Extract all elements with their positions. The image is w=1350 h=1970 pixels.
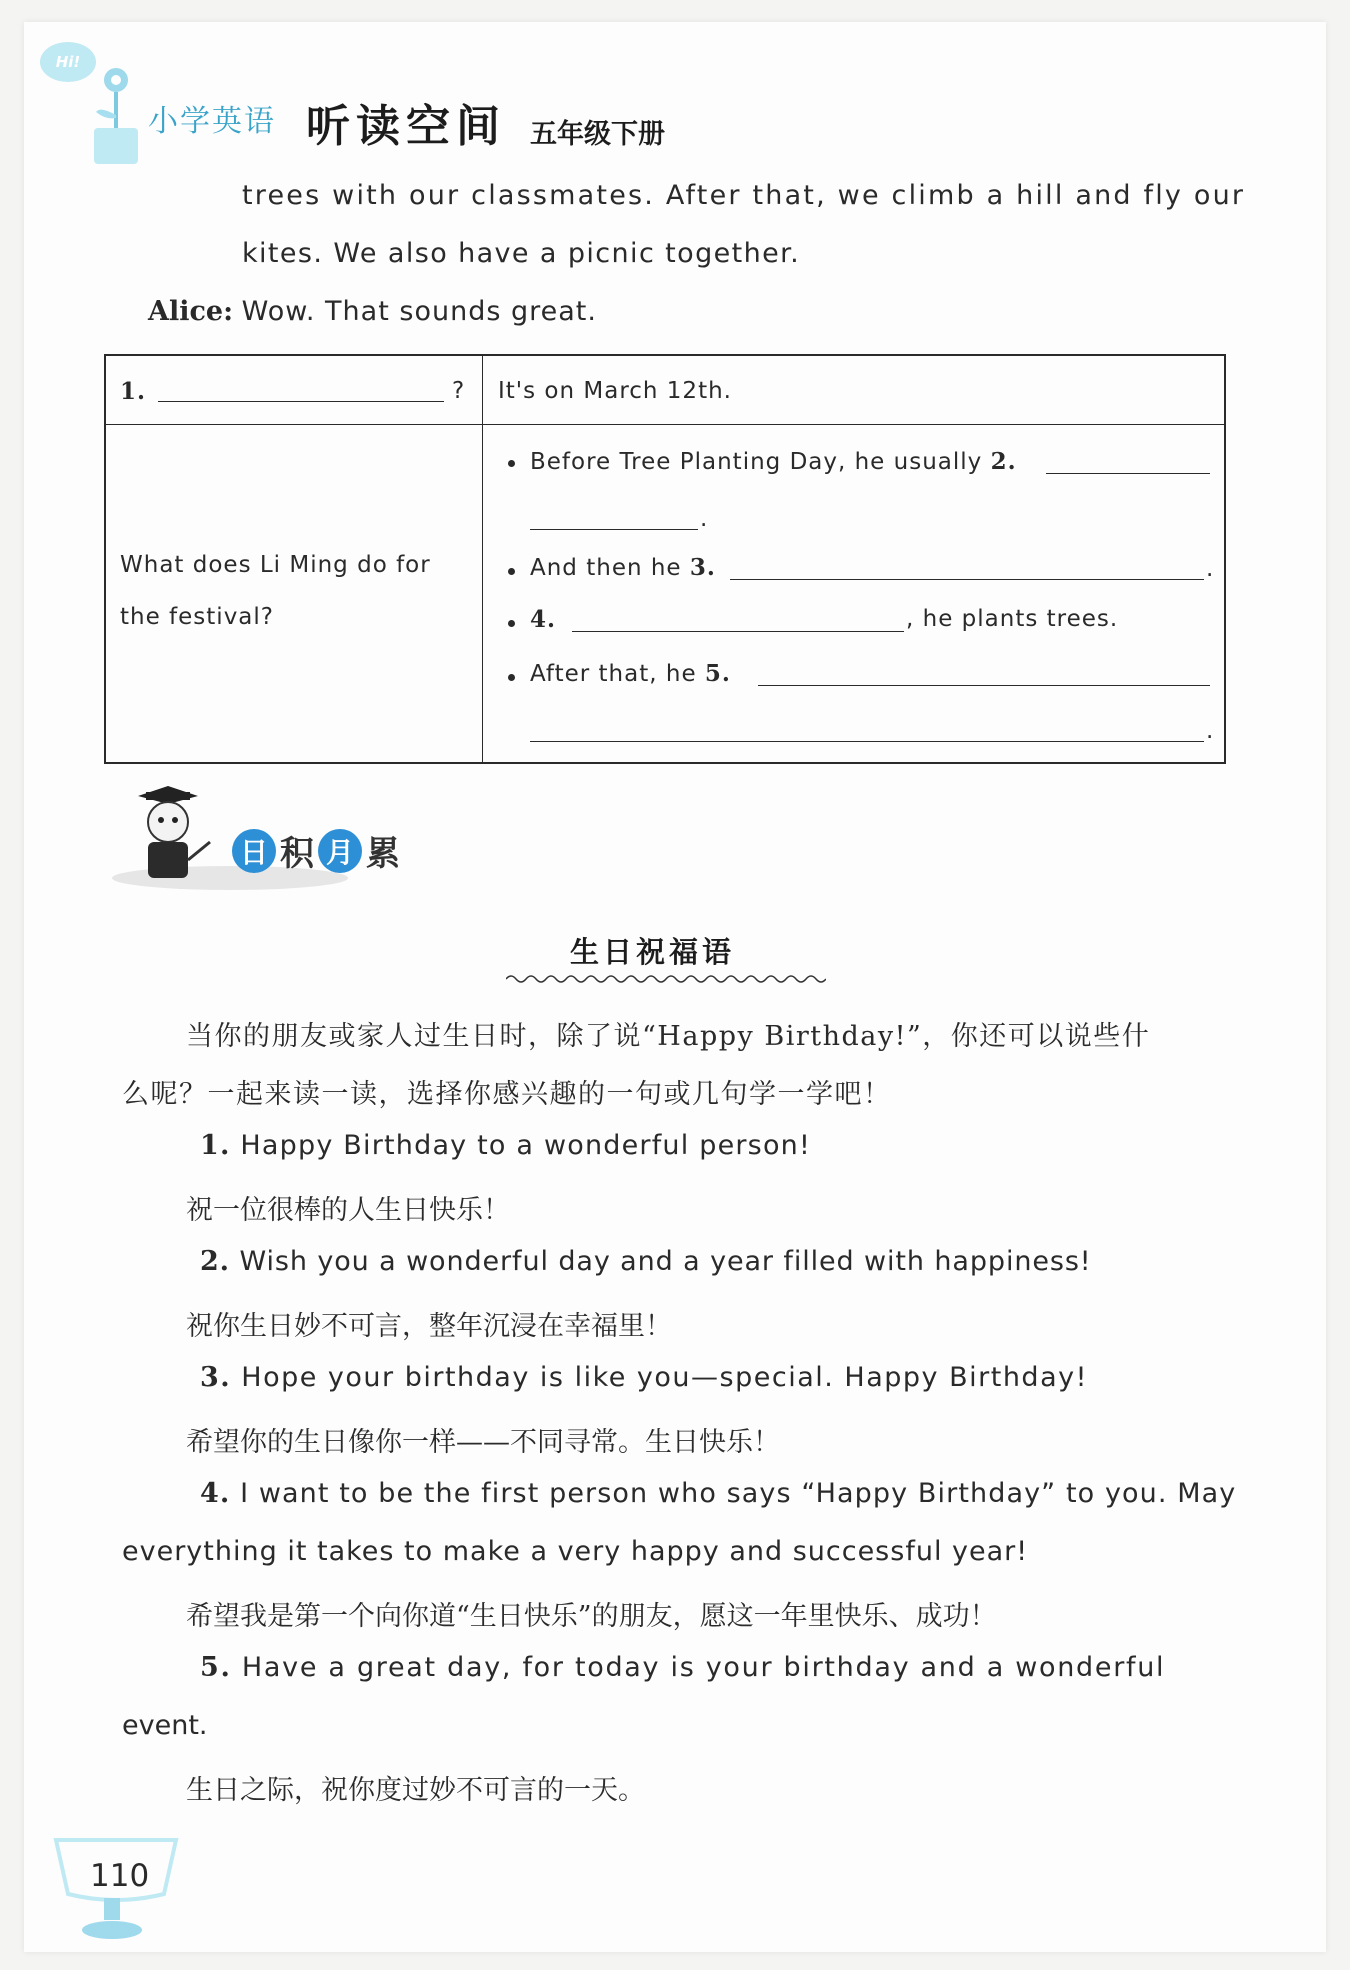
- item-2-chinese: 祝你生日妙不可言，整年沉浸在幸福里！: [186, 1311, 672, 1342]
- alice-line: [148, 296, 597, 327]
- item-2-english: 2. Wish you a wonderful day and a year filled with happiness!: [200, 1246, 1092, 1277]
- wavy-underline: [506, 972, 826, 986]
- q1-blank[interactable]: [158, 400, 444, 402]
- answer-3-period: .: [1206, 556, 1215, 582]
- table-divider-vertical: [482, 356, 483, 762]
- item-1-chinese: 祝一位很棒的人生日快乐！: [186, 1195, 510, 1226]
- answer-2-blank-a[interactable]: [1046, 472, 1210, 474]
- flower-pot-icon: [86, 60, 146, 170]
- hi-text: Hi!: [55, 53, 81, 71]
- answer-5-period: .: [1206, 718, 1215, 744]
- answer-2-blank-b[interactable]: [530, 528, 698, 530]
- q1-number: 1.: [120, 378, 147, 405]
- item-4-english-cont: everything it takes to make a very happy and successful year!: [122, 1536, 1029, 1567]
- q1-question-mark: ?: [452, 378, 466, 404]
- q2-text-line-2: the festival?: [120, 604, 274, 630]
- item-3-english: 3. Hope your birthday is like you—special. Happy Birthday!: [200, 1362, 1088, 1393]
- bullet-1: [508, 460, 515, 467]
- item-5-english: 5. Have a great day, for today is your birthday and a wonderful: [200, 1652, 1166, 1683]
- dialogue-line-1: trees with our classmates. After that, we climb a hill and fly our: [242, 180, 1246, 211]
- badge-char-1: 日: [232, 829, 276, 873]
- item-1-english: 1. Happy Birthday to a wonderful person!: [200, 1130, 812, 1161]
- bullet-3: [508, 620, 515, 627]
- bullet-4: [508, 674, 515, 681]
- q2-text-line-1: What does Li Ming do for: [120, 552, 431, 578]
- answer-5-blank-b[interactable]: [530, 740, 1204, 742]
- bullet-4-text: After that, he 5.: [530, 660, 731, 687]
- answer-3-blank[interactable]: [730, 578, 1204, 580]
- bullet-1-text: Before Tree Planting Day, he usually 2.: [530, 448, 1017, 475]
- badge-char-4: 累: [366, 834, 400, 874]
- answer-4-blank[interactable]: [572, 630, 904, 632]
- bullet-3-text: , he plants trees.: [906, 606, 1119, 632]
- page-number: 110: [90, 1858, 150, 1894]
- alice-text: Wow. That sounds great.: [241, 296, 597, 327]
- series-title: 小学英语: [148, 104, 276, 139]
- item-5-chinese: 生日之际，祝你度过妙不可言的一天。: [186, 1775, 645, 1806]
- intro-line-2: 么呢？一起来读一读，选择你感兴趣的一句或几句学一学吧！: [122, 1079, 892, 1110]
- dialogue-line-2: kites. We also have a picnic together.: [242, 238, 801, 269]
- section-title: 生日祝福语: [570, 935, 736, 969]
- item-4-chinese: 希望我是第一个向你道“生日快乐”的朋友，愿这一年里快乐、成功！: [186, 1601, 997, 1632]
- table-divider-horizontal: [106, 424, 1224, 425]
- intro-line-1: 当你的朋友或家人过生日时，除了说“Happy Birthday!”，你还可以说些什: [186, 1021, 1151, 1052]
- bullet-2: [508, 568, 515, 575]
- q1-answer: It's on March 12th.: [498, 378, 732, 404]
- answer-5-blank-a[interactable]: [758, 684, 1210, 686]
- section-badge-title: [232, 826, 400, 875]
- item-4-english: 4. I want to be the first person who says “Happy Birthday” to you. May: [200, 1478, 1237, 1509]
- answer-2-period: .: [700, 506, 709, 532]
- brand-title: 听读空间: [306, 101, 506, 152]
- item-3-chinese: 希望你的生日像你一样——不同寻常。生日快乐！: [186, 1427, 780, 1458]
- bullet-2-text: And then he 3.: [530, 554, 716, 581]
- item-5-english-cont: event.: [122, 1710, 208, 1741]
- speaker-name: Alice:: [148, 296, 234, 327]
- badge-char-3: 月: [318, 829, 362, 873]
- grade-label: 五年级下册: [530, 119, 665, 150]
- bullet-3-number: 4.: [530, 606, 557, 633]
- fill-in-table: [104, 354, 1226, 764]
- badge-char-2: 积: [280, 834, 314, 874]
